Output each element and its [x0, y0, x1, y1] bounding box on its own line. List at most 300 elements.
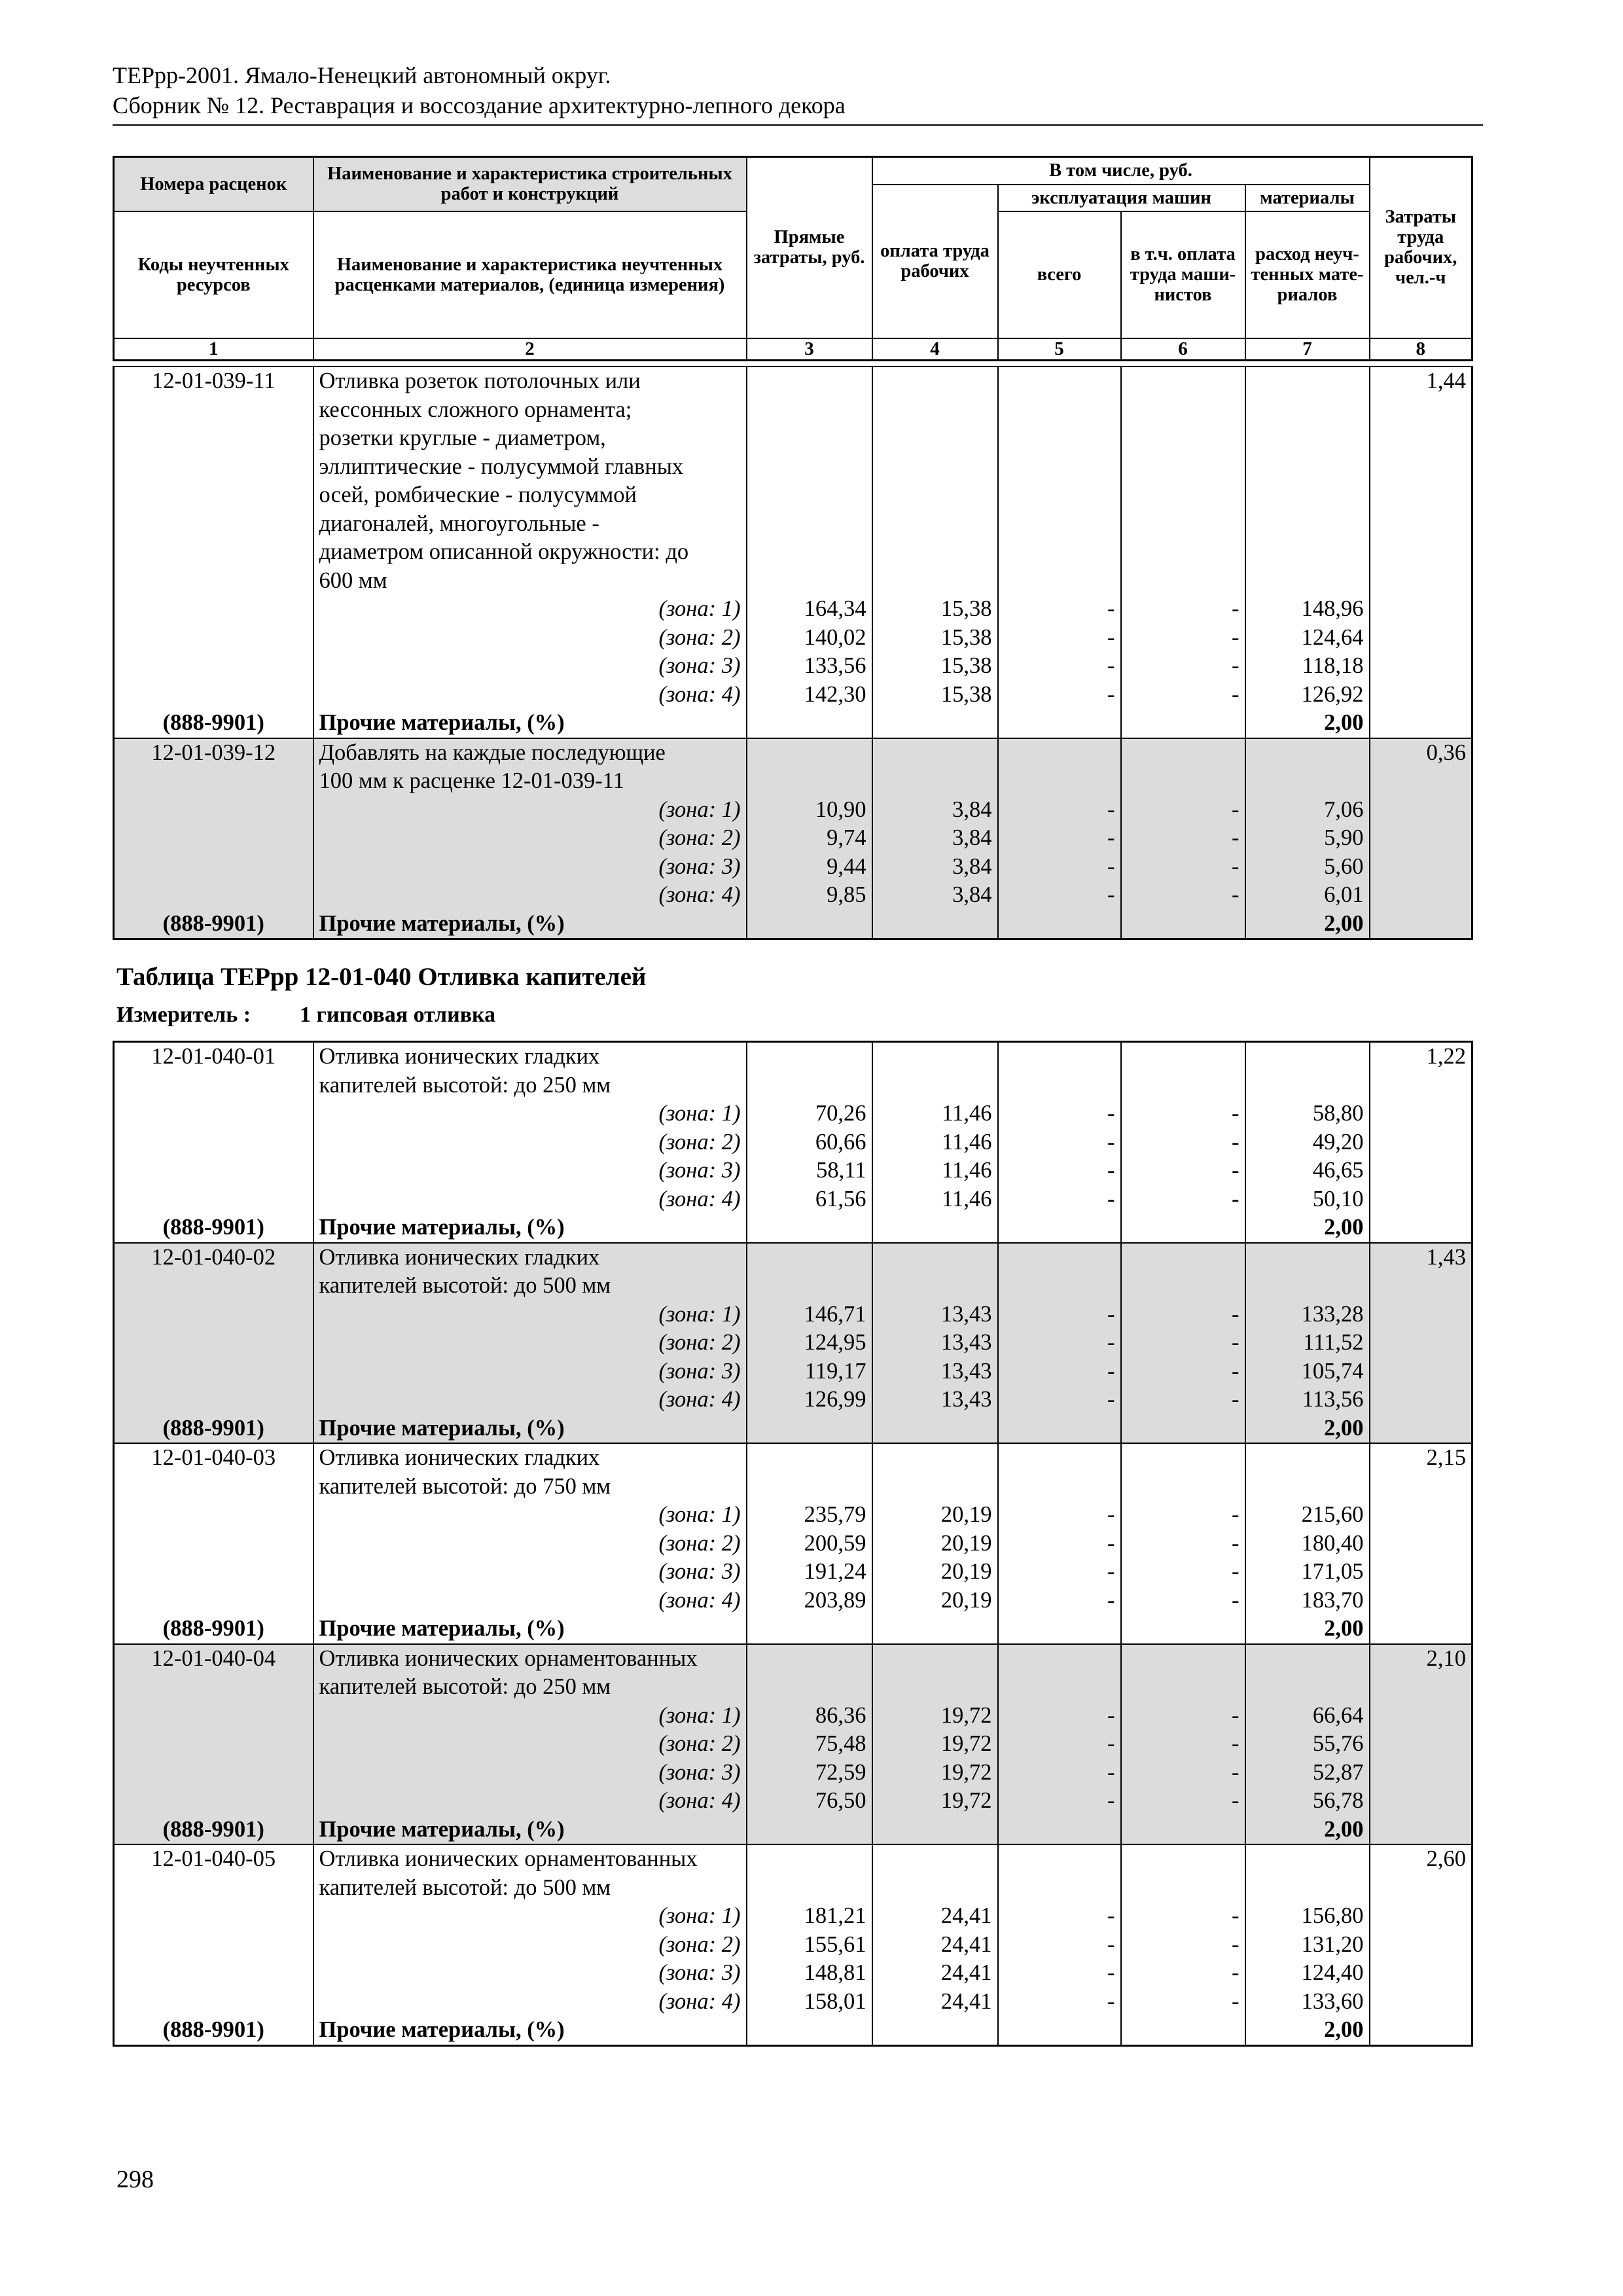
zone-label: (зона: 3) — [313, 1959, 747, 1988]
direct-costs: 76,50 — [747, 1787, 872, 1816]
rate-row — [114, 1272, 1472, 1300]
direct-costs: 9,85 — [747, 881, 872, 910]
materials-cost: 46,65 — [1245, 1157, 1370, 1185]
resource-value: 2,00 — [1245, 1615, 1370, 1644]
zone-label: (зона: 2) — [313, 1730, 747, 1759]
worker-wages: 15,38 — [872, 652, 998, 681]
zone-row — [114, 681, 1472, 709]
machinist-wages: - — [1121, 595, 1245, 624]
machines-total: - — [998, 1702, 1121, 1731]
zone-row — [114, 1329, 1472, 1357]
zone-label: (зона: 2) — [313, 624, 747, 653]
materials-cost: 5,90 — [1245, 824, 1370, 853]
rate-row — [114, 424, 1472, 453]
zone-label: (зона: 3) — [313, 652, 747, 681]
empty-cell — [998, 453, 1121, 482]
empty-cell — [998, 1644, 1121, 1674]
empty-cell — [998, 1414, 1121, 1444]
empty-cell — [872, 424, 998, 453]
resource-value: 2,00 — [1245, 2016, 1370, 2045]
resource-name: Прочие материалы, (%) — [313, 709, 747, 738]
resource-row — [114, 2016, 1472, 2045]
empty-cell — [1121, 1844, 1245, 1874]
machinist-wages: - — [1121, 1128, 1245, 1157]
empty-cell — [114, 1157, 313, 1185]
empty-cell — [998, 2016, 1121, 2045]
zone-label: (зона: 2) — [313, 1128, 747, 1157]
materials-cost: 183,70 — [1245, 1587, 1370, 1615]
zone-label: (зона: 3) — [313, 1157, 747, 1185]
zone-row — [114, 1959, 1472, 1988]
th-machines-total: всего — [998, 211, 1121, 338]
rate-row — [114, 1844, 1472, 1874]
resource-name: Прочие материалы, (%) — [313, 1816, 747, 1845]
resource-code: (888-9901) — [114, 910, 313, 939]
empty-cell — [747, 1414, 872, 1444]
worker-wages: 19,72 — [872, 1702, 998, 1731]
machinist-wages: - — [1121, 1702, 1245, 1731]
empty-cell — [998, 1272, 1121, 1300]
empty-cell — [747, 767, 872, 796]
machines-total: - — [998, 1587, 1121, 1615]
empty-cell — [998, 910, 1121, 939]
empty-cell — [1121, 1213, 1245, 1243]
zone-label: (зона: 4) — [313, 1185, 747, 1214]
empty-cell — [998, 538, 1121, 567]
machines-total: - — [998, 1988, 1121, 2017]
th-col-number: 5 — [998, 338, 1121, 361]
empty-cell — [747, 424, 872, 453]
rate-description-line: розетки круглые - диаметром, — [313, 424, 747, 453]
zone-label: (зона: 3) — [313, 1558, 747, 1587]
empty-cell — [998, 1673, 1121, 1702]
empty-cell — [1121, 567, 1245, 596]
th-labor: Затраты труда рабочих, чел.-ч — [1370, 157, 1472, 338]
materials-cost: 6,01 — [1245, 881, 1370, 910]
th-direct-costs: Прямые затраты, руб. — [747, 157, 872, 338]
machinist-wages: - — [1121, 652, 1245, 681]
empty-cell — [747, 1844, 872, 1874]
th-col-number: 3 — [747, 338, 872, 361]
machines-total: - — [998, 1501, 1121, 1530]
direct-costs: 72,59 — [747, 1759, 872, 1787]
labor-cost: 1,44 — [1370, 367, 1472, 738]
machines-total: - — [998, 1759, 1121, 1787]
direct-costs: 181,21 — [747, 1902, 872, 1931]
materials-cost: 124,40 — [1245, 1959, 1370, 1988]
rate-row — [114, 1042, 1472, 1071]
empty-cell — [114, 681, 313, 709]
rate-row — [114, 738, 1472, 768]
empty-cell — [998, 424, 1121, 453]
empty-cell — [1121, 1644, 1245, 1674]
empty-cell — [114, 1730, 313, 1759]
zone-label: (зона: 4) — [313, 1787, 747, 1816]
worker-wages: 11,46 — [872, 1157, 998, 1185]
direct-costs: 9,44 — [747, 853, 872, 882]
empty-cell — [1245, 1443, 1370, 1473]
resource-code: (888-9901) — [114, 1213, 313, 1243]
empty-cell — [747, 481, 872, 510]
empty-cell — [1121, 453, 1245, 482]
materials-cost: 133,60 — [1245, 1988, 1370, 2017]
empty-cell — [747, 910, 872, 939]
machines-total: - — [998, 824, 1121, 853]
empty-cell — [114, 853, 313, 882]
machinist-wages: - — [1121, 1100, 1245, 1128]
resource-name: Прочие материалы, (%) — [313, 1213, 747, 1243]
empty-cell — [114, 624, 313, 653]
empty-cell — [872, 396, 998, 425]
zone-row — [114, 1530, 1472, 1558]
rate-description-line: Отливка розеток потолочных или — [313, 367, 747, 396]
rate-row — [114, 510, 1472, 539]
zone-label: (зона: 1) — [313, 796, 747, 825]
rate-description-line: Отливка ионических орнаментованных — [313, 1844, 747, 1874]
zone-row — [114, 1902, 1472, 1931]
empty-cell — [114, 1931, 313, 1960]
worker-wages: 11,46 — [872, 1185, 998, 1214]
empty-cell — [998, 709, 1121, 738]
machinist-wages: - — [1121, 1988, 1245, 2017]
materials-cost: 113,56 — [1245, 1386, 1370, 1414]
resource-code: (888-9901) — [114, 1615, 313, 1644]
direct-costs: 158,01 — [747, 1988, 872, 2017]
rate-description-line: эллиптические - полусуммой главных — [313, 453, 747, 482]
empty-cell — [1245, 424, 1370, 453]
resource-row — [114, 1414, 1472, 1444]
empty-cell — [747, 367, 872, 396]
resource-value: 2,00 — [1245, 910, 1370, 939]
empty-cell — [1121, 1673, 1245, 1702]
empty-cell — [114, 1787, 313, 1816]
empty-cell — [747, 1673, 872, 1702]
machines-total: - — [998, 1329, 1121, 1357]
empty-cell — [872, 1844, 998, 1874]
worker-wages: 3,84 — [872, 824, 998, 853]
zone-row — [114, 1157, 1472, 1185]
empty-cell — [747, 1615, 872, 1644]
worker-wages: 24,41 — [872, 1931, 998, 1960]
header-title: ТЕРрр-2001. Ямало-Ненецкий автономный округ. — [113, 62, 611, 88]
resource-row — [114, 910, 1472, 939]
resource-value: 2,00 — [1245, 1816, 1370, 1845]
empty-cell — [1121, 367, 1245, 396]
machinist-wages: - — [1121, 1530, 1245, 1558]
rate-description-line: диаметром описанной окружности: до — [313, 538, 747, 567]
materials-cost: 5,60 — [1245, 853, 1370, 882]
zone-row — [114, 1759, 1472, 1787]
rate-description-line: капителей высотой: до 250 мм — [313, 1071, 747, 1100]
rate-row — [114, 1644, 1472, 1674]
machines-total: - — [998, 796, 1121, 825]
empty-cell — [998, 396, 1121, 425]
machinist-wages: - — [1121, 681, 1245, 709]
empty-cell — [998, 1816, 1121, 1845]
th-work-name: Наименование и характеристика строительных работ и конструкций — [313, 157, 747, 211]
machines-total: - — [998, 1128, 1121, 1157]
empty-cell — [1121, 481, 1245, 510]
empty-cell — [1245, 1071, 1370, 1100]
rate-row — [114, 567, 1472, 596]
machinist-wages: - — [1121, 1931, 1245, 1960]
zone-row — [114, 1988, 1472, 2017]
machines-total: - — [998, 681, 1121, 709]
machines-total: - — [998, 1100, 1121, 1128]
machinist-wages: - — [1121, 1300, 1245, 1329]
th-materials-name: Наименование и характеристика неучтенных расценками материалов, (единица измерения) — [313, 211, 747, 338]
th-col-number: 6 — [1121, 338, 1245, 361]
empty-cell — [1245, 396, 1370, 425]
empty-cell — [872, 767, 998, 796]
zone-label: (зона: 3) — [313, 1357, 747, 1386]
machines-total: - — [998, 1931, 1121, 1960]
rate-description-line: Отливка ионических гладких — [313, 1243, 747, 1272]
labor-cost: 2,60 — [1370, 1844, 1472, 2045]
machines-total: - — [998, 1386, 1121, 1414]
worker-wages: 13,43 — [872, 1329, 998, 1357]
empty-cell — [747, 453, 872, 482]
empty-cell — [1121, 1071, 1245, 1100]
empty-cell — [1245, 367, 1370, 396]
empty-cell — [1121, 1414, 1245, 1444]
th-col-number: 7 — [1245, 338, 1370, 361]
th-machinist-wages: в т.ч. оплата труда маши-нистов — [1121, 211, 1245, 338]
zone-row — [114, 1787, 1472, 1816]
empty-cell — [747, 510, 872, 539]
direct-costs: 70,26 — [747, 1100, 872, 1128]
empty-cell — [872, 1673, 998, 1702]
meter-label: Измеритель : — [116, 1003, 251, 1027]
empty-cell — [114, 1988, 313, 2017]
empty-cell — [114, 881, 313, 910]
materials-cost: 111,52 — [1245, 1329, 1370, 1357]
worker-wages: 20,19 — [872, 1501, 998, 1530]
empty-cell — [1121, 1874, 1245, 1903]
empty-cell — [1121, 1443, 1245, 1473]
machinist-wages: - — [1121, 1386, 1245, 1414]
th-col-number: 4 — [872, 338, 998, 361]
zone-row — [114, 624, 1472, 653]
machinist-wages: - — [1121, 881, 1245, 910]
labor-cost: 1,43 — [1370, 1243, 1472, 1444]
empty-cell — [1121, 1272, 1245, 1300]
empty-cell — [114, 1959, 313, 1988]
rate-description-line: осей, ромбические - полусуммой — [313, 481, 747, 510]
rate-row — [114, 767, 1472, 796]
empty-cell — [747, 538, 872, 567]
worker-wages: 24,41 — [872, 1902, 998, 1931]
worker-wages: 13,43 — [872, 1357, 998, 1386]
materials-cost: 58,80 — [1245, 1100, 1370, 1128]
zone-label: (зона: 1) — [313, 1100, 747, 1128]
empty-cell — [747, 1874, 872, 1903]
direct-costs: 155,61 — [747, 1931, 872, 1960]
empty-cell — [872, 1243, 998, 1272]
empty-cell — [747, 1644, 872, 1674]
empty-cell — [1245, 1644, 1370, 1674]
direct-costs: 86,36 — [747, 1702, 872, 1731]
machines-total: - — [998, 595, 1121, 624]
empty-cell — [114, 824, 313, 853]
zone-label: (зона: 3) — [313, 853, 747, 882]
worker-wages: 24,41 — [872, 1959, 998, 1988]
direct-costs: 126,99 — [747, 1386, 872, 1414]
labor-cost: 2,10 — [1370, 1644, 1472, 1845]
empty-cell — [114, 1759, 313, 1787]
zone-label: (зона: 4) — [313, 1386, 747, 1414]
direct-costs: 60,66 — [747, 1128, 872, 1157]
empty-cell — [1121, 738, 1245, 768]
materials-cost: 56,78 — [1245, 1787, 1370, 1816]
machines-total: - — [998, 1530, 1121, 1558]
machines-total: - — [998, 1300, 1121, 1329]
empty-cell — [747, 709, 872, 738]
materials-cost: 50,10 — [1245, 1185, 1370, 1214]
empty-cell — [998, 1071, 1121, 1100]
materials-cost: 180,40 — [1245, 1530, 1370, 1558]
rates-table-039 — [113, 366, 1473, 940]
zone-row — [114, 1702, 1472, 1731]
empty-cell — [114, 1329, 313, 1357]
resource-code: (888-9901) — [114, 2016, 313, 2045]
rate-code: 12-01-040-01 — [114, 1042, 313, 1100]
zone-row — [114, 1357, 1472, 1386]
empty-cell — [747, 1071, 872, 1100]
empty-cell — [872, 510, 998, 539]
rate-row — [114, 481, 1472, 510]
th-materials: материалы — [1245, 185, 1370, 211]
empty-cell — [1245, 510, 1370, 539]
empty-cell — [998, 1042, 1121, 1071]
empty-cell — [114, 1530, 313, 1558]
rate-description-line: 600 мм — [313, 567, 747, 596]
direct-costs: 10,90 — [747, 796, 872, 825]
empty-cell — [872, 567, 998, 596]
column-header-table — [113, 156, 1473, 361]
empty-cell — [114, 1185, 313, 1214]
direct-costs: 75,48 — [747, 1730, 872, 1759]
machinist-wages: - — [1121, 824, 1245, 853]
resource-row — [114, 1615, 1472, 1644]
zone-label: (зона: 1) — [313, 1902, 747, 1931]
empty-cell — [1245, 738, 1370, 768]
machinist-wages: - — [1121, 1329, 1245, 1357]
zone-row — [114, 1931, 1472, 1960]
rate-code: 12-01-040-04 — [114, 1644, 313, 1702]
empty-cell — [747, 1042, 872, 1071]
worker-wages: 11,46 — [872, 1100, 998, 1128]
machinist-wages: - — [1121, 796, 1245, 825]
empty-cell — [872, 709, 998, 738]
empty-cell — [998, 481, 1121, 510]
empty-cell — [747, 1816, 872, 1845]
empty-cell — [1121, 1243, 1245, 1272]
zone-row — [114, 652, 1472, 681]
machinist-wages: - — [1121, 1730, 1245, 1759]
direct-costs: 164,34 — [747, 595, 872, 624]
direct-costs: 142,30 — [747, 681, 872, 709]
empty-cell — [872, 2016, 998, 2045]
zone-label: (зона: 1) — [313, 1300, 747, 1329]
empty-cell — [114, 1902, 313, 1931]
empty-cell — [1121, 1816, 1245, 1845]
empty-cell — [998, 1874, 1121, 1903]
resource-name: Прочие материалы, (%) — [313, 1414, 747, 1444]
zone-row — [114, 1587, 1472, 1615]
empty-cell — [114, 1501, 313, 1530]
machines-total: - — [998, 1357, 1121, 1386]
rate-code: 12-01-039-11 — [114, 367, 313, 595]
header-collection: Сборник № 12. Реставрация и воссоздание архитектурно-лепного декора — [113, 92, 846, 118]
machines-total: - — [998, 881, 1121, 910]
empty-cell — [747, 396, 872, 425]
th-machines: эксплуатация машин — [998, 185, 1245, 211]
empty-cell — [747, 567, 872, 596]
empty-cell — [998, 1243, 1121, 1272]
resource-code: (888-9901) — [114, 1816, 313, 1845]
zone-label: (зона: 1) — [313, 1501, 747, 1530]
direct-costs: 191,24 — [747, 1558, 872, 1587]
empty-cell — [747, 2016, 872, 2045]
empty-cell — [114, 595, 313, 624]
zone-row — [114, 1501, 1472, 1530]
machines-total: - — [998, 652, 1121, 681]
rate-code: 12-01-040-05 — [114, 1844, 313, 1902]
direct-costs: 200,59 — [747, 1530, 872, 1558]
zone-label: (зона: 4) — [313, 881, 747, 910]
rate-row — [114, 453, 1472, 482]
empty-cell — [998, 1473, 1121, 1501]
machines-total: - — [998, 1902, 1121, 1931]
zone-row — [114, 1386, 1472, 1414]
worker-wages: 15,38 — [872, 624, 998, 653]
materials-cost: 148,96 — [1245, 595, 1370, 624]
rate-row — [114, 1874, 1472, 1903]
rate-code: 12-01-040-02 — [114, 1243, 313, 1300]
resource-code: (888-9901) — [114, 709, 313, 738]
worker-wages: 3,84 — [872, 881, 998, 910]
direct-costs: 146,71 — [747, 1300, 872, 1329]
empty-cell — [872, 481, 998, 510]
rates-table-040 — [113, 1041, 1473, 2047]
th-rate-numbers: Номера расценок — [114, 157, 313, 211]
th-col-number: 8 — [1370, 338, 1472, 361]
zone-row — [114, 1558, 1472, 1587]
zone-label: (зона: 4) — [313, 1587, 747, 1615]
empty-cell — [1245, 1243, 1370, 1272]
empty-cell — [1245, 1042, 1370, 1071]
materials-cost: 156,80 — [1245, 1902, 1370, 1931]
empty-cell — [747, 1243, 872, 1272]
rate-row — [114, 367, 1472, 396]
zone-row — [114, 1300, 1472, 1329]
zone-row — [114, 824, 1472, 853]
resource-name: Прочие материалы, (%) — [313, 2016, 747, 2045]
machinist-wages: - — [1121, 1759, 1245, 1787]
resource-row — [114, 709, 1472, 738]
rate-description-line: Отливка ионических орнаментованных — [313, 1644, 747, 1674]
empty-cell — [998, 1844, 1121, 1874]
machinist-wages: - — [1121, 1787, 1245, 1816]
zone-label: (зона: 2) — [313, 824, 747, 853]
resource-row — [114, 1213, 1472, 1243]
meter-line — [116, 1003, 495, 1028]
rate-row — [114, 396, 1472, 425]
worker-wages: 20,19 — [872, 1558, 998, 1587]
page-number: 298 — [116, 2166, 154, 2193]
empty-cell — [998, 738, 1121, 768]
